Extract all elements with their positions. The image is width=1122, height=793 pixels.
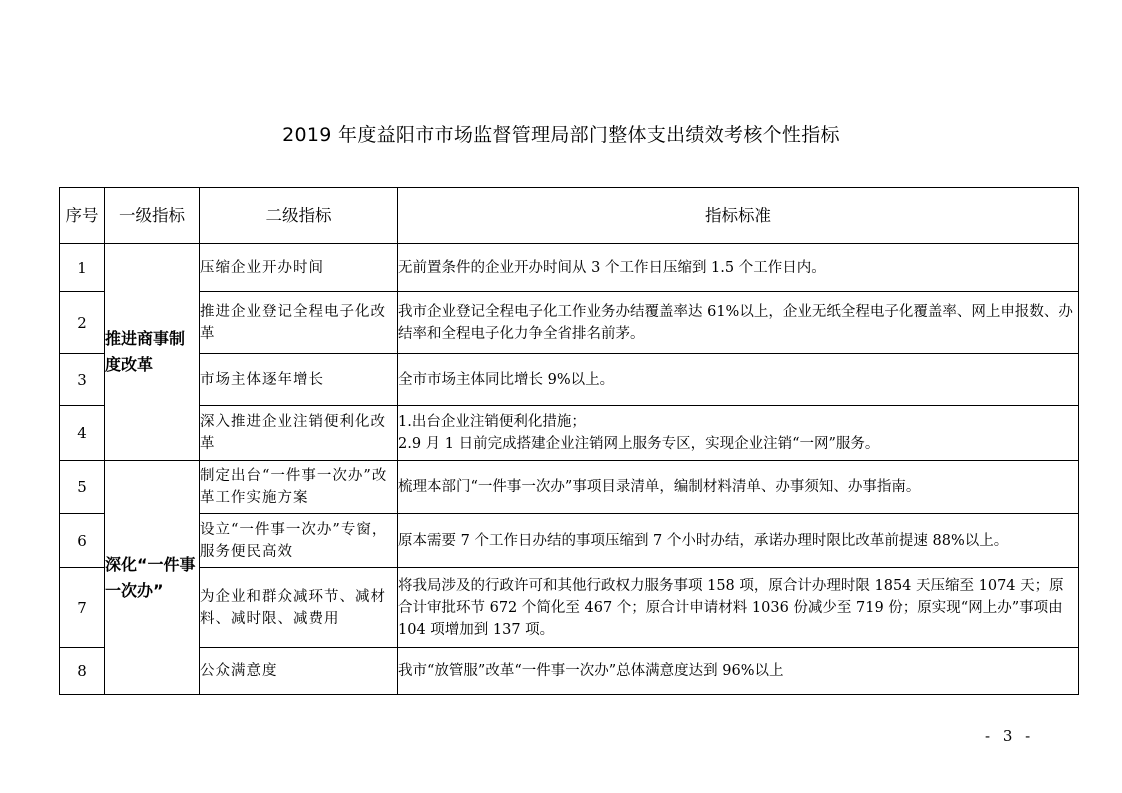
indicator-table (59, 187, 1079, 695)
row-level2: 设立“一件事一次办”专窗，服务便民高效 (200, 514, 398, 568)
header-level1: 一级指标 (105, 188, 200, 244)
row-standard (398, 406, 1079, 461)
row-level2: 市场主体逐年增长 (200, 354, 398, 406)
row-level2: 公众满意度 (200, 648, 398, 695)
table-row (60, 292, 1079, 354)
page-number: - 3 - (985, 727, 1035, 745)
row-standard (398, 354, 1079, 406)
table-row (60, 244, 1079, 292)
standard-line: 将我局涉及的行政许可和其他行政权力服务事项 158 项，原合计办理时限 1854 天压缩至 1074 天；原合计审批环节 672 个简化至 467 个；原合计申请材料 1036 份减少至 719 份；原实现“网上办”事项由 104 项增加到 137 项。 (398, 577, 1064, 638)
row-seq: 8 (60, 648, 105, 695)
row-standard (398, 244, 1079, 292)
group-label-business-reform: 推进商事制度改革 (105, 244, 200, 461)
row-level2: 压缩企业开办时间 (200, 244, 398, 292)
header-standard: 指标标准 (398, 188, 1079, 244)
document-title: 2019 年度益阳市市场监督管理局部门整体支出绩效考核个性指标 (282, 124, 840, 146)
row-standard (398, 568, 1079, 648)
standard-line: 原本需要 7 个工作日办结的事项压缩到 7 个小时办结，承诺办理时限比改革前提速 88%以上。 (398, 532, 1009, 549)
row-seq: 5 (60, 461, 105, 514)
table-row (60, 514, 1079, 568)
table-row (60, 648, 1079, 695)
header-row (60, 188, 1079, 244)
standard-line: 无前置条件的企业开办时间从 3 个工作日压缩到 1.5 个工作日内。 (398, 259, 826, 276)
table-row (60, 354, 1079, 406)
row-level2: 推进企业登记全程电子化改革 (200, 292, 398, 354)
row-seq: 3 (60, 354, 105, 406)
row-seq: 2 (60, 292, 105, 354)
row-standard (398, 292, 1079, 354)
row-standard (398, 648, 1079, 695)
standard-line: 全市市场主体同比增长 9%以上。 (398, 371, 615, 388)
row-seq: 1 (60, 244, 105, 292)
row-seq: 7 (60, 568, 105, 648)
standard-line: 梳理本部门“一件事一次办”事项目录清单，编制材料清单、办事须知、办事指南。 (398, 479, 921, 495)
standard-line: 我市企业登记全程电子化工作业务办结覆盖率达 61%以上，企业无纸全程电子化覆盖率、网上申报数、办结率和全程电子化力争全省排名前茅。 (398, 303, 1073, 342)
row-level2: 为企业和群众减环节、减材料、减时限、减费用 (200, 568, 398, 648)
standard-line: 1.出台企业注销便利化措施； (398, 414, 586, 430)
header-seq: 序号 (60, 188, 105, 244)
group-label-one-time: 深化“一件事一次办” (105, 461, 200, 695)
row-level2: 制定出台“一件事一次办”改革工作实施方案 (200, 461, 398, 514)
table-row (60, 406, 1079, 461)
table-row (60, 461, 1079, 514)
row-level2: 深入推进企业注销便利化改革 (200, 406, 398, 461)
row-seq: 6 (60, 514, 105, 568)
header-level2: 二级指标 (200, 188, 398, 244)
row-seq: 4 (60, 406, 105, 461)
standard-line: 2.9 月 1 日前完成搭建企业注销网上服务专区，实现企业注销“一网”服务。 (398, 436, 880, 452)
row-standard (398, 461, 1079, 514)
row-standard (398, 514, 1079, 568)
standard-line: 我市“放管服”改革“一件事一次办”总体满意度达到 96%以上 (398, 663, 784, 679)
table-row (60, 568, 1079, 648)
